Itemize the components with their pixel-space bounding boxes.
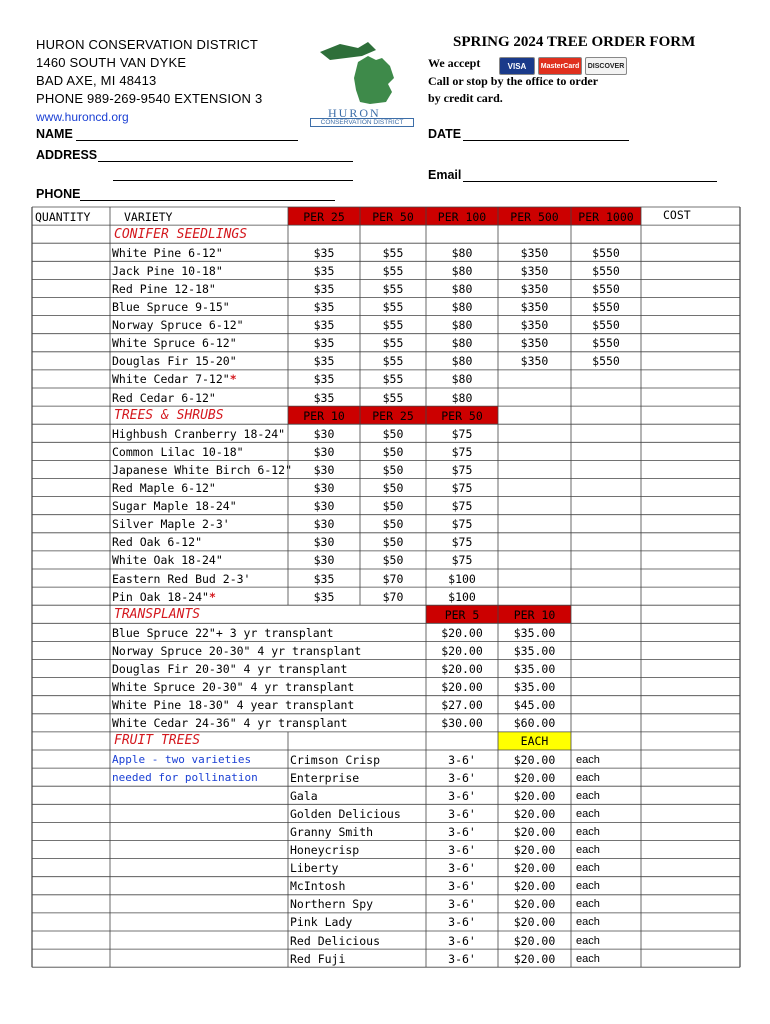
conifer-price-50: $55	[382, 318, 404, 333]
conifer-price-25: $35	[313, 354, 335, 369]
conifer-price-50: $55	[382, 372, 404, 387]
transplant-variety-name: White Spruce 20-30" 4 yr transplant	[112, 680, 355, 695]
apple-variety-name: Honeycrisp	[290, 843, 360, 857]
phone-label: PHONE	[36, 187, 81, 201]
conifer-price-100: $80	[451, 336, 473, 351]
apple-price: $20.00	[513, 915, 556, 930]
mastercard-icon: MasterCard	[538, 57, 582, 75]
apple-variety-name: McIntosh	[290, 879, 346, 894]
logo-district: CONSERVATION DISTRICT	[310, 118, 414, 127]
conifer-price-500: $350	[520, 263, 549, 278]
per25-header: PER 25	[303, 209, 345, 224]
apple-unit: each	[576, 934, 600, 947]
tree-price-10: $35	[313, 589, 335, 604]
we-accept-label: We accept	[428, 56, 481, 70]
tree-variety-name: Red Oak 6-12"	[112, 535, 203, 550]
apple-unit: each	[576, 807, 600, 820]
tree-price-25: $50	[382, 553, 404, 568]
transplant-price-5: $20.00	[441, 625, 483, 640]
apple-variety-name: Crimson Crisp	[290, 752, 381, 767]
apple-size: 3-6'	[448, 933, 476, 948]
tree-price-50: $100	[448, 589, 476, 604]
tree-price-25: $50	[382, 426, 404, 441]
asterisk-note: *	[229, 372, 237, 387]
tree-price-50: $75	[451, 426, 473, 441]
conifer-price-1000: $550	[592, 354, 620, 369]
apple-unit: each	[576, 916, 600, 929]
conifer-variety-name: White Pine 6-12"	[112, 245, 223, 260]
apple-unit: each	[576, 952, 600, 965]
variety-header: VARIETY	[124, 209, 173, 224]
apple-size: 3-6'	[448, 879, 476, 894]
apple-variety-name: Red Delicious	[290, 933, 381, 948]
conifer-price-100: $80	[451, 281, 473, 296]
transplant-variety-name: White Pine 18-30" 4 year transplant	[112, 698, 355, 713]
call-line-1: Call or stop by the office to order	[428, 74, 599, 88]
transplants-section-title: TRANSPLANTS	[114, 606, 201, 622]
tree-price-10: $30	[313, 517, 335, 532]
conifer-section-title: CONIFER SEEDLINGS	[114, 226, 248, 242]
transplant-price-10: $60.00	[513, 716, 556, 731]
tree-price-50: $75	[451, 481, 473, 495]
apple-variety-name: Pink Lady	[290, 915, 353, 930]
apple-variety-name: Granny Smith	[290, 824, 374, 839]
email-label: Email	[428, 168, 462, 182]
tree-price-10: $35	[313, 571, 335, 586]
conifer-price-100: $80	[451, 390, 473, 405]
transplant-price-5: $27.00	[441, 698, 483, 713]
tree-price-25: $50	[382, 499, 404, 514]
tree-price-25: $50	[382, 517, 404, 532]
apple-size: 3-6'	[448, 861, 476, 876]
transplants-per10-header: PER 10	[513, 607, 556, 622]
apple-price: $20.00	[513, 897, 556, 912]
conifer-price-500: $350	[520, 354, 549, 369]
call-line-2: by credit card.	[428, 91, 503, 105]
apple-variety-name: Liberty	[290, 861, 339, 876]
per500-header: PER 500	[510, 209, 559, 224]
apple-size: 3-6'	[448, 770, 476, 785]
cost-header: COST	[663, 207, 691, 222]
org-name: HURON CONSERVATION DISTRICT	[36, 37, 259, 52]
conifer-price-25: $35	[313, 318, 335, 333]
discover-card-icon: DISCOVER	[585, 57, 627, 75]
conifer-variety-name: White Cedar 7-12"*	[112, 372, 237, 387]
transplant-price-10: $35.00	[513, 625, 556, 640]
conifer-price-50: $55	[382, 263, 404, 278]
apple-size: 3-6'	[448, 897, 476, 912]
per1000-header: PER 1000	[578, 209, 634, 224]
tree-variety-name: Sugar Maple 18-24"	[112, 499, 237, 514]
apple-unit: each	[576, 880, 600, 893]
tree-price-25: $50	[382, 462, 404, 477]
apple-unit: each	[576, 844, 600, 856]
tree-price-10: $30	[313, 426, 335, 441]
transplants-per5-header: PER 5	[444, 607, 480, 622]
apple-price: $20.00	[513, 861, 556, 876]
conifer-price-25: $35	[313, 300, 335, 314]
trees-per50-header: PER 50	[441, 408, 483, 423]
conifer-price-50: $55	[382, 390, 404, 405]
visa-card-icon: VISA	[499, 57, 535, 75]
tree-variety-name: Eastern Red Bud 2-3'	[112, 571, 251, 586]
transplant-price-5: $30.00	[441, 716, 483, 731]
tree-variety-name: Common Lilac 10-18"	[112, 444, 244, 459]
apple-size: 3-6'	[448, 843, 476, 857]
tree-price-10: $30	[313, 481, 335, 495]
quantity-header: QUANTITY	[35, 209, 91, 224]
tree-variety-name: Silver Maple 2-3'	[112, 517, 230, 532]
trees-per10-header: PER 10	[303, 408, 345, 423]
apple-price: $20.00	[513, 788, 556, 803]
apple-price: $20.00	[513, 951, 556, 966]
conifer-variety-name: White Spruce 6-12"	[112, 336, 237, 351]
conifer-price-100: $80	[451, 263, 473, 278]
conifer-price-1000: $550	[592, 336, 620, 351]
transplant-variety-name: Norway Spruce 20-30" 4 yr transplant	[112, 643, 362, 658]
tree-price-10: $30	[313, 462, 335, 477]
apple-price: $20.00	[513, 752, 556, 767]
tree-variety-name: Red Maple 6-12"	[112, 481, 216, 495]
apple-unit: each	[576, 862, 600, 875]
pollination-note-2: needed for pollination	[112, 770, 258, 784]
apple-size: 3-6'	[448, 788, 476, 803]
transplant-price-5: $20.00	[441, 680, 483, 695]
transplant-price-10: $35.00	[513, 643, 556, 658]
logo-huron: HURON	[328, 106, 381, 120]
apple-unit: each	[576, 789, 600, 802]
fruit-each-header: EACH	[520, 734, 549, 749]
apple-unit: each	[576, 898, 600, 911]
conifer-variety-name: Norway Spruce 6-12"	[112, 318, 244, 333]
transplant-price-5: $20.00	[441, 662, 483, 676]
conifer-price-100: $80	[451, 318, 473, 333]
tree-price-50: $75	[451, 517, 473, 532]
trees-per25-header: PER 25	[372, 408, 414, 423]
conifer-price-500: $350	[520, 318, 549, 333]
transplant-price-10: $35.00	[513, 662, 556, 676]
fruit-section-title: FRUIT TREES	[114, 733, 201, 749]
tree-price-50: $75	[451, 499, 473, 514]
tree-price-50: $100	[448, 571, 476, 586]
apple-unit: each	[576, 771, 600, 784]
apple-unit: each	[576, 753, 600, 766]
tree-price-10: $30	[313, 535, 335, 550]
apple-price: $20.00	[513, 933, 556, 948]
per100-header: PER 100	[437, 209, 487, 224]
apple-size: 3-6'	[448, 824, 476, 839]
apple-size: 3-6'	[448, 752, 476, 767]
conifer-variety-name: Jack Pine 10-18"	[112, 263, 223, 278]
tree-price-50: $75	[451, 553, 473, 568]
tree-price-25: $50	[382, 481, 404, 495]
name-label: NAME	[36, 127, 73, 141]
tree-price-50: $75	[451, 462, 473, 477]
tree-variety-name: Japanese White Birch 6-12"	[112, 462, 293, 477]
conifer-price-1000: $550	[592, 318, 620, 333]
address-label: ADDRESS	[36, 148, 98, 162]
tree-price-50: $75	[451, 444, 473, 459]
conifer-price-50: $55	[382, 300, 404, 314]
tree-variety-name: Pin Oak 18-24"*	[112, 589, 216, 604]
transplant-price-5: $20.00	[441, 643, 483, 658]
form-title: SPRING 2024 TREE ORDER FORM	[453, 34, 696, 50]
conifer-price-25: $35	[313, 245, 335, 260]
tree-variety-name: White Oak 18-24"	[112, 553, 223, 568]
conifer-price-100: $80	[451, 372, 473, 387]
conifer-price-50: $55	[382, 336, 404, 351]
per50-header: PER 50	[372, 209, 414, 224]
transplant-price-10: $35.00	[513, 680, 556, 695]
apple-variety-name: Golden Delicious	[290, 806, 401, 821]
conifer-price-100: $80	[451, 245, 473, 260]
tree-price-25: $50	[382, 444, 404, 459]
apple-variety-name: Gala	[290, 788, 318, 803]
apple-size: 3-6'	[448, 951, 476, 966]
tree-price-10: $30	[313, 444, 335, 459]
conifer-variety-name: Red Pine 12-18"	[112, 281, 216, 296]
transplant-variety-name: Blue Spruce 22"+ 3 yr transplant	[112, 625, 334, 640]
conifer-price-25: $35	[313, 263, 335, 278]
conifer-variety-name: Blue Spruce 9-15"	[112, 300, 230, 314]
transplant-price-10: $45.00	[513, 698, 556, 713]
conifer-price-1000: $550	[592, 263, 620, 278]
conifer-price-25: $35	[313, 372, 335, 387]
conifer-price-500: $350	[520, 300, 549, 314]
conifer-variety-name: Red Cedar 6-12"	[112, 390, 216, 405]
apple-price: $20.00	[513, 824, 556, 839]
tree-price-25: $70	[382, 589, 404, 604]
date-label: DATE	[428, 127, 462, 141]
apple-variety-name: Enterprise	[290, 770, 360, 785]
tree-price-25: $50	[382, 535, 404, 550]
conifer-price-50: $55	[382, 245, 404, 260]
tree-variety-name: Highbush Cranberry 18-24"	[112, 426, 286, 441]
conifer-price-500: $350	[520, 336, 549, 351]
conifer-price-25: $35	[313, 390, 335, 405]
conifer-price-25: $35	[313, 281, 335, 296]
apple-size: 3-6'	[448, 806, 476, 821]
apple-variety-name: Red Fuji	[290, 951, 346, 966]
website-link[interactable]: www.huroncd.org	[36, 110, 129, 124]
asterisk-note: *	[208, 589, 216, 604]
apple-variety-name: Northern Spy	[290, 897, 374, 912]
org-city: BAD AXE, MI 48413	[36, 73, 157, 88]
apple-price: $20.00	[513, 770, 556, 785]
trees-section-title: TREES & SHRUBS	[114, 407, 224, 423]
tree-price-10: $30	[313, 499, 335, 514]
conifer-price-1000: $550	[592, 281, 620, 296]
tree-price-10: $30	[313, 553, 335, 568]
transplant-variety-name: White Cedar 24-36" 4 yr transplant	[112, 716, 348, 731]
transplant-variety-name: Douglas Fir 20-30" 4 yr transplant	[112, 662, 348, 676]
tree-price-25: $70	[382, 571, 404, 586]
conifer-price-100: $80	[451, 300, 473, 314]
apple-size: 3-6'	[448, 915, 476, 930]
conifer-price-25: $35	[313, 336, 335, 351]
conifer-price-50: $55	[382, 281, 404, 296]
conifer-variety-name: Douglas Fir 15-20"	[112, 354, 237, 369]
org-phone: PHONE 989-269-9540 EXTENSION 3	[36, 91, 263, 106]
apple-unit: each	[576, 825, 600, 838]
apple-price: $20.00	[513, 843, 556, 857]
conifer-price-500: $350	[520, 281, 549, 296]
apple-price: $20.00	[513, 806, 556, 821]
apple-price: $20.00	[513, 879, 556, 894]
org-street: 1460 SOUTH VAN DYKE	[36, 55, 187, 70]
conifer-price-1000: $550	[592, 245, 620, 260]
tree-price-50: $75	[451, 535, 473, 550]
conifer-price-100: $80	[451, 354, 473, 369]
pollination-note-1: Apple - two varieties	[112, 752, 252, 766]
conifer-price-1000: $550	[592, 300, 620, 314]
conifer-price-500: $350	[520, 245, 549, 260]
conifer-price-50: $55	[382, 354, 404, 369]
